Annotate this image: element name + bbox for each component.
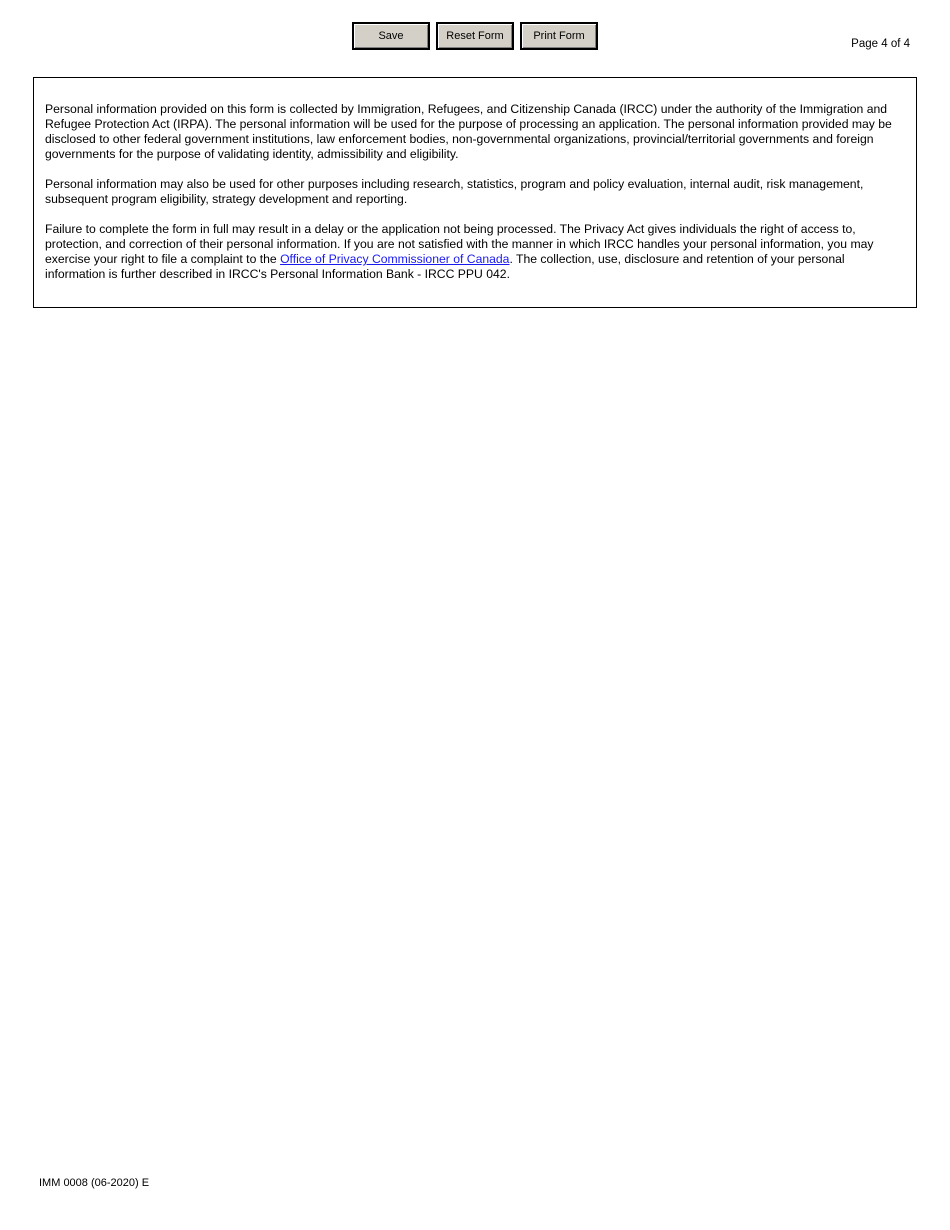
privacy-paragraph-1: Personal information provided on this form is collected by Immigration, Refugees, and Citizenship Canada (IRCC) under the authority of the Immigration and Refugee Protection Act (IRPA). The personal information will be used for the purpose of processing an application. The personal information provided may be disclosed to other federal government institutions, law enforcement bodies, non-governmental organizations, provincial/territorial governments and foreign governments for the purpose of validating identity, admissibility and eligibility. (45, 102, 892, 161)
privacy-commissioner-link[interactable]: Office of Privacy Commissioner of Canada (280, 252, 510, 266)
save-button[interactable]: Save (352, 22, 430, 50)
privacy-paragraph-3 (45, 222, 904, 282)
page-number: Page 4 of 4 (851, 38, 910, 50)
form-toolbar (352, 22, 598, 50)
privacy-paragraph-2: Personal information may also be used for other purposes including research, statistics, program and policy evaluation, internal audit, risk management, subsequent program eligibility, strategy development and reporting. (45, 177, 864, 206)
reset-form-button[interactable]: Reset Form (436, 22, 514, 50)
form-code: IMM 0008 (06-2020) E (39, 1177, 150, 1189)
privacy-paragraph-3-text-end: . The collection, use, disclosure and retention of your personal information is further described in IRCC's Personal Information Bank - IRCC PPU 042. (45, 252, 845, 281)
privacy-notice-box (33, 77, 917, 308)
print-form-button[interactable]: Print Form (520, 22, 598, 50)
privacy-paragraph-3-text: Failure to complete the form in full may result in a delay or the application not being processed. The Privacy Act gives individuals the right of access to, protection, and correction of their personal information. If you are not satisfied with the manner in which IRCC handles your personal information, you may exercise your right to file a complaint to the (45, 222, 874, 266)
